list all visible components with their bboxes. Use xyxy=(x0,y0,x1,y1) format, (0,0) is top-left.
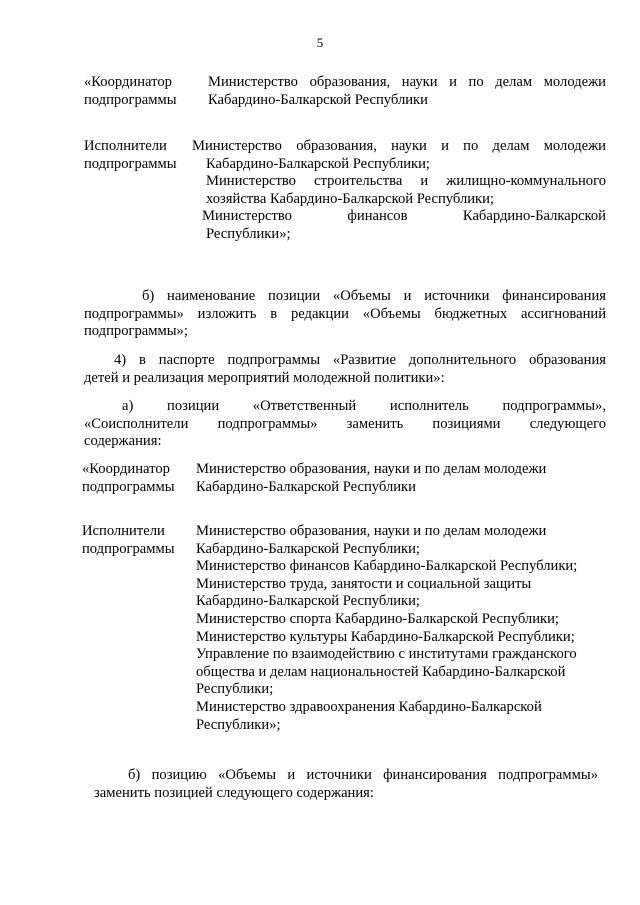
paragraph-line: а) позиции «Ответственный исполнитель подпрограммы», xyxy=(122,398,606,414)
s2-coordinator-content xyxy=(196,461,606,496)
s2-coordinator-label xyxy=(82,461,175,496)
content-line: Министерство финансов Кабардино-Балкарской xyxy=(202,208,606,225)
paragraph-line: содержания: xyxy=(84,433,162,450)
paragraph-line: подпрограммы»; xyxy=(84,323,188,340)
content-line: Республики»; xyxy=(206,226,291,242)
content-line: Министерство культуры Кабардино-Балкарской Республики; xyxy=(196,628,575,645)
paragraph-line: 4) в паспорте подпрограммы «Развитие дополнительного образования xyxy=(114,352,606,368)
s1-executors-content xyxy=(192,138,606,156)
content-line: Министерство образования, науки и по делам молодежи xyxy=(192,138,606,154)
paragraph-line: б) позицию «Объемы и источники финансирования подпрограммы» xyxy=(128,767,598,783)
content-line: Министерство здравоохранения Кабардино-Балкарской xyxy=(196,698,542,715)
page-number: 5 xyxy=(316,35,324,50)
s1-executors-content-cont xyxy=(206,156,606,209)
s1-executors-content-end xyxy=(206,226,606,244)
s1-executors-label xyxy=(84,138,177,173)
s1-executors-content-fin xyxy=(202,208,606,226)
s2-executors-label xyxy=(82,523,175,558)
content-line: Кабардино-Балкарской Республики; xyxy=(196,593,420,610)
label-line: «Координатор xyxy=(82,461,170,477)
label-line: подпрограммы xyxy=(84,155,177,172)
paragraph-line: заменить позицией следующего содержания: xyxy=(94,784,374,801)
label-line: Исполнители xyxy=(82,523,165,539)
content-line: Республики»; xyxy=(196,716,281,733)
content-line: Министерство образования, науки и по делам молодежи xyxy=(196,461,547,477)
paragraph-b1 xyxy=(84,288,606,341)
content-line: Кабардино-Балкарской Республики; xyxy=(206,155,430,172)
paragraph-a xyxy=(84,398,606,451)
content-line: Кабардино-Балкарской Республики xyxy=(196,478,416,495)
content-line: Министерство труда, занятости и социальной защиты xyxy=(196,575,532,592)
label-line: Исполнители xyxy=(84,138,167,154)
label-line: подпрограммы xyxy=(82,478,175,495)
content-line: Министерство финансов Кабардино-Балкарской Республики; xyxy=(196,558,578,575)
s2-executors-content xyxy=(196,523,606,734)
label-line: подпрограммы xyxy=(84,91,177,108)
content-line: Кабардино-Балкарской Республики xyxy=(208,91,428,108)
content-line: Министерство строительства и жилищно-коммунального xyxy=(206,173,606,190)
content-line: Управление по взаимодействию с институтами гражданского xyxy=(196,646,577,663)
s1-coordinator-label xyxy=(84,74,177,109)
content-line: Республики; xyxy=(196,681,274,698)
s1-coordinator-content xyxy=(208,74,606,109)
content-line: хозяйства Кабардино-Балкарской Республики; xyxy=(206,190,494,207)
paragraph-line: «Соисполнители подпрограммы» заменить позициями следующего xyxy=(84,415,606,432)
content-line: Кабардино-Балкарской Республики; xyxy=(196,540,420,557)
paragraph-line: подпрограммы» изложить в редакции «Объемы бюджетных ассигнований xyxy=(84,305,606,322)
paragraph-b2 xyxy=(94,767,598,802)
label-line: подпрограммы xyxy=(82,540,175,557)
paragraph-line: б) наименование позиции «Объемы и источники финансирования xyxy=(142,288,606,304)
content-line: общества и делам национальностей Кабардино-Балкарской xyxy=(196,663,566,680)
paragraph-line: детей и реализация мероприятий молодежной политики»: xyxy=(84,369,445,386)
content-line: Министерство спорта Кабардино-Балкарской Республики; xyxy=(196,610,559,627)
content-line: Министерство образования, науки и по делам молодежи xyxy=(208,74,606,90)
paragraph-4 xyxy=(84,352,606,387)
content-line: Министерство образования, науки и по делам молодежи xyxy=(196,523,547,539)
label-line: «Координатор xyxy=(84,74,172,90)
